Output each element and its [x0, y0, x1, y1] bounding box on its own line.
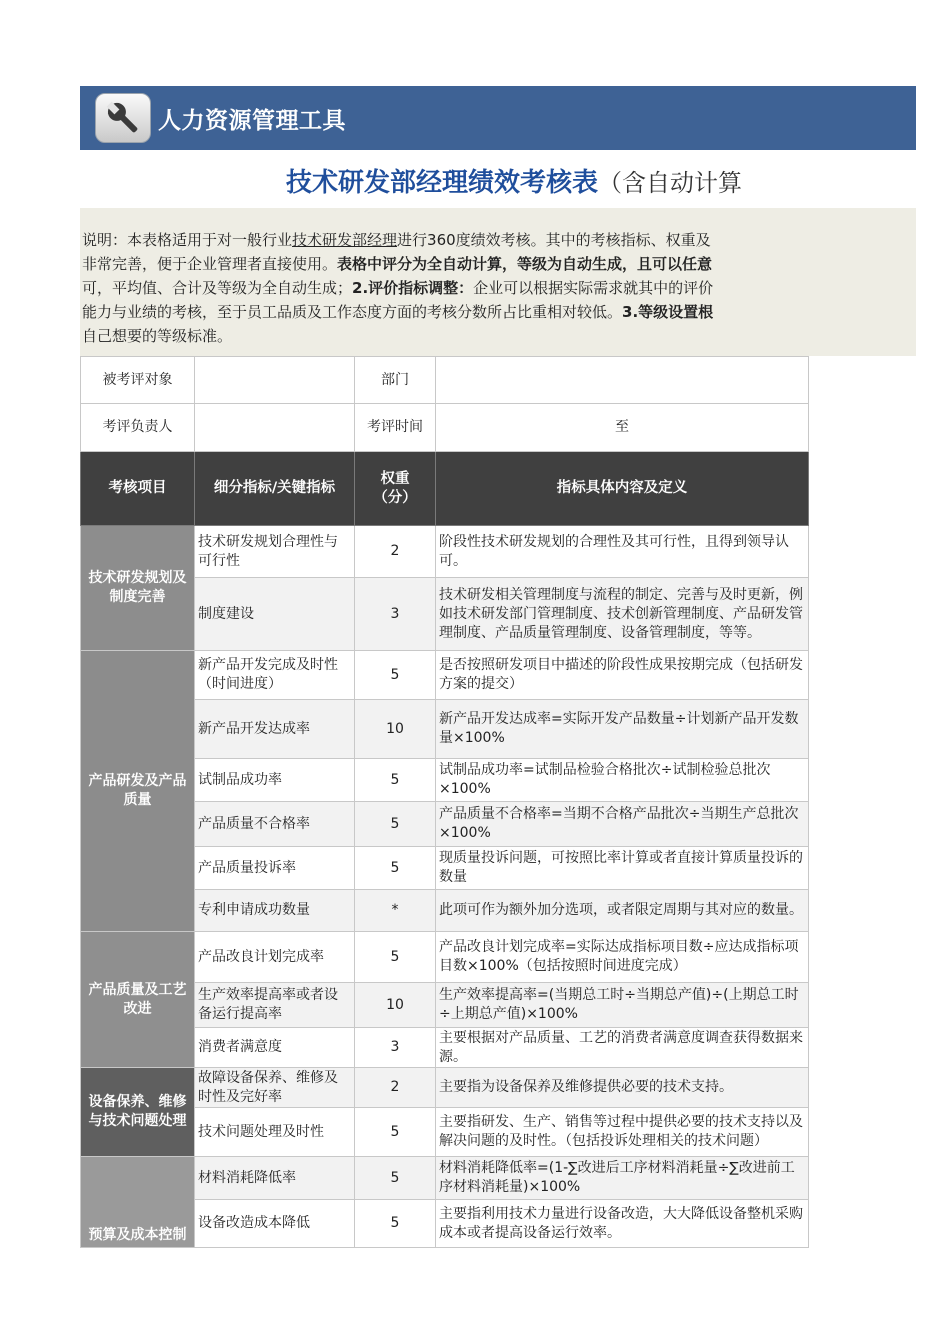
definition-cell[interactable]: 新产品开发达成率=实际开发产品数量÷计划新产品开发数量×100% — [436, 700, 809, 759]
definition-cell[interactable]: 此项可作为额外加分选项，或者限定周期与其对应的数量。 — [436, 890, 809, 932]
header-weight: 权重 （分） — [355, 452, 436, 526]
weight-cell[interactable]: 5 — [355, 932, 436, 983]
definition-cell[interactable]: 试制品成功率=试制品检验合格批次÷试制检验总批次×100% — [436, 759, 809, 802]
table-header — [81, 452, 809, 526]
table-row — [81, 1157, 809, 1200]
sheet-title: 技术研发部经理绩效考核表 — [286, 168, 599, 198]
weight-cell[interactable]: 10 — [355, 983, 436, 1028]
weight-cell[interactable]: 5 — [355, 1108, 436, 1157]
sheet-subtitle: （含自动计算 — [598, 169, 743, 197]
desc-bold: 2.评价指标调整： — [352, 279, 474, 297]
definition-cell[interactable]: 主要指为设备保养及维修提供必要的技术支持。 — [436, 1068, 809, 1108]
weight-cell[interactable]: 5 — [355, 847, 436, 890]
definition-cell[interactable]: 主要指研发、生产、销售等过程中提供必要的技术支持以及解决问题的及时性。（包括投诉处理相关的技术问题） — [436, 1108, 809, 1157]
definition-cell[interactable]: 生产效率提高率=(当期总工时÷当期总产值)÷(上期总工时÷上期总产值)×100% — [436, 983, 809, 1028]
time-label: 考评时间 — [355, 404, 436, 452]
definition-cell[interactable]: 材料消耗降低率=(1-∑改进后工序材料消耗量÷∑改进前工序材料消耗量)×100% — [436, 1157, 809, 1200]
subject-label: 被考评对象 — [81, 357, 195, 404]
desc-text: 能力与业绩的考核，至于员工品质及工作态度方面的考核分数所占比重相对较低。 — [82, 303, 623, 321]
definition-cell[interactable]: 阶段性技术研发规划的合理性及其可行性，且得到领导认可。 — [436, 526, 809, 578]
info-row — [81, 404, 809, 452]
app-banner — [80, 86, 916, 150]
indicator-cell[interactable]: 技术研发规划合理性与可行性 — [195, 526, 355, 578]
desc-text: 可，平均值、合计及等级为全自动生成； — [82, 279, 353, 297]
time-field[interactable]: 至 — [436, 404, 809, 452]
appraisal-table — [80, 356, 809, 1248]
indicator-cell[interactable]: 新产品开发达成率 — [195, 700, 355, 759]
indicator-cell[interactable]: 故障设备保养、维修及时性及完好率 — [195, 1068, 355, 1108]
category-cell: 产品质量及工艺改进 — [81, 932, 195, 1068]
category-cell: 预算及成本控制 — [81, 1157, 195, 1248]
desc-text: 非常完善，便于企业管理者直接使用。 — [82, 255, 338, 273]
header-definition: 指标具体内容及定义 — [436, 452, 809, 526]
header-category: 考核项目 — [81, 452, 195, 526]
indicator-cell[interactable]: 新产品开发完成及时性（时间进度） — [195, 651, 355, 700]
weight-cell[interactable]: 2 — [355, 1068, 436, 1108]
weight-cell[interactable]: * — [355, 890, 436, 932]
weight-cell[interactable]: 5 — [355, 1200, 436, 1248]
indicator-cell[interactable]: 制度建设 — [195, 578, 355, 651]
subject-field[interactable] — [195, 357, 355, 404]
category-cell: 技术研发规划及制度完善 — [81, 526, 195, 651]
desc-text: 说明：本表格适用于对一般行业 — [82, 231, 293, 249]
desc-text: 自己想要的等级标准。 — [82, 327, 233, 345]
definition-cell[interactable]: 产品质量不合格率=当期不合格产品批次÷当期生产总批次×100% — [436, 802, 809, 847]
definition-cell[interactable]: 是否按照研发项目中描述的阶段性成果按期完成（包括研发方案的提交） — [436, 651, 809, 700]
weight-cell[interactable]: 5 — [355, 802, 436, 847]
wrench-icon — [95, 93, 151, 143]
weight-cell[interactable]: 2 — [355, 526, 436, 578]
info-row — [81, 357, 809, 404]
sheet-title-row — [80, 150, 916, 208]
indicator-cell[interactable]: 材料消耗降低率 — [195, 1157, 355, 1200]
header-indicator: 细分指标/关键指标 — [195, 452, 355, 526]
indicator-cell[interactable]: 专利申请成功数量 — [195, 890, 355, 932]
weight-cell[interactable]: 3 — [355, 1028, 436, 1068]
weight-cell[interactable]: 5 — [355, 759, 436, 802]
indicator-cell[interactable]: 设备改造成本降低 — [195, 1200, 355, 1248]
definition-cell[interactable]: 产品改良计划完成率=实际达成指标项目数÷应达成指标项目数×100%（包括按照时间进度完成） — [436, 932, 809, 983]
definition-cell[interactable] — [436, 847, 809, 890]
definition-text: 现质量投诉问题，可按照比率计算或者直接计算质量投诉的数量 — [439, 850, 803, 885]
reviewer-label: 考评负责人 — [81, 404, 195, 452]
indicator-cell[interactable]: 试制品成功率 — [195, 759, 355, 802]
desc-bold: 表格中评分为全自动计算，等级为自动生成，且可以任意 — [337, 255, 713, 273]
app-title: 人力资源管理工具 — [158, 108, 346, 134]
desc-bold: 3.等级设置根 — [622, 303, 714, 321]
table-row — [81, 932, 809, 983]
definition-cell[interactable]: 技术研发相关管理制度与流程的制定、完善与及时更新，例如技术研发部门管理制度、技术创新管理制度、产品研发管理制度、产品质量管理制度、设备管理制度，等等。 — [436, 578, 809, 651]
reviewer-field[interactable] — [195, 404, 355, 452]
table-row — [81, 1068, 809, 1108]
category-cell: 设备保养、维修与技术问题处理 — [81, 1068, 195, 1157]
desc-role-link: 技术研发部经理 — [292, 231, 398, 249]
indicator-cell[interactable]: 技术问题处理及时性 — [195, 1108, 355, 1157]
table-row — [81, 651, 809, 700]
indicator-cell[interactable]: 产品改良计划完成率 — [195, 932, 355, 983]
indicator-cell[interactable]: 产品质量投诉率 — [195, 847, 355, 890]
weight-cell[interactable]: 3 — [355, 578, 436, 651]
table-row — [81, 526, 809, 578]
indicator-cell[interactable]: 产品质量不合格率 — [195, 802, 355, 847]
dept-field[interactable] — [436, 357, 809, 404]
definition-cell[interactable]: 主要指利用技术力量进行设备改造，大大降低设备整机采购成本或者提高设备运行效率。 — [436, 1200, 809, 1248]
weight-cell[interactable]: 5 — [355, 1157, 436, 1200]
indicator-cell[interactable]: 生产效率提高率或者设备运行提高率 — [195, 983, 355, 1028]
weight-cell[interactable]: 10 — [355, 700, 436, 759]
category-cell: 产品研发及产品质量 — [81, 651, 195, 932]
weight-cell[interactable]: 5 — [355, 651, 436, 700]
dept-label: 部门 — [355, 357, 436, 404]
description-panel — [80, 208, 916, 356]
desc-text: 企业可以根据实际需求就其中的评价 — [473, 279, 714, 297]
definition-cell[interactable]: 主要根据对产品质量、工艺的消费者满意度调查获得数据来源。 — [436, 1028, 809, 1068]
desc-text: 进行360度绩效考核。其中的考核指标、权重及 — [397, 231, 711, 249]
indicator-cell[interactable]: 消费者满意度 — [195, 1028, 355, 1068]
